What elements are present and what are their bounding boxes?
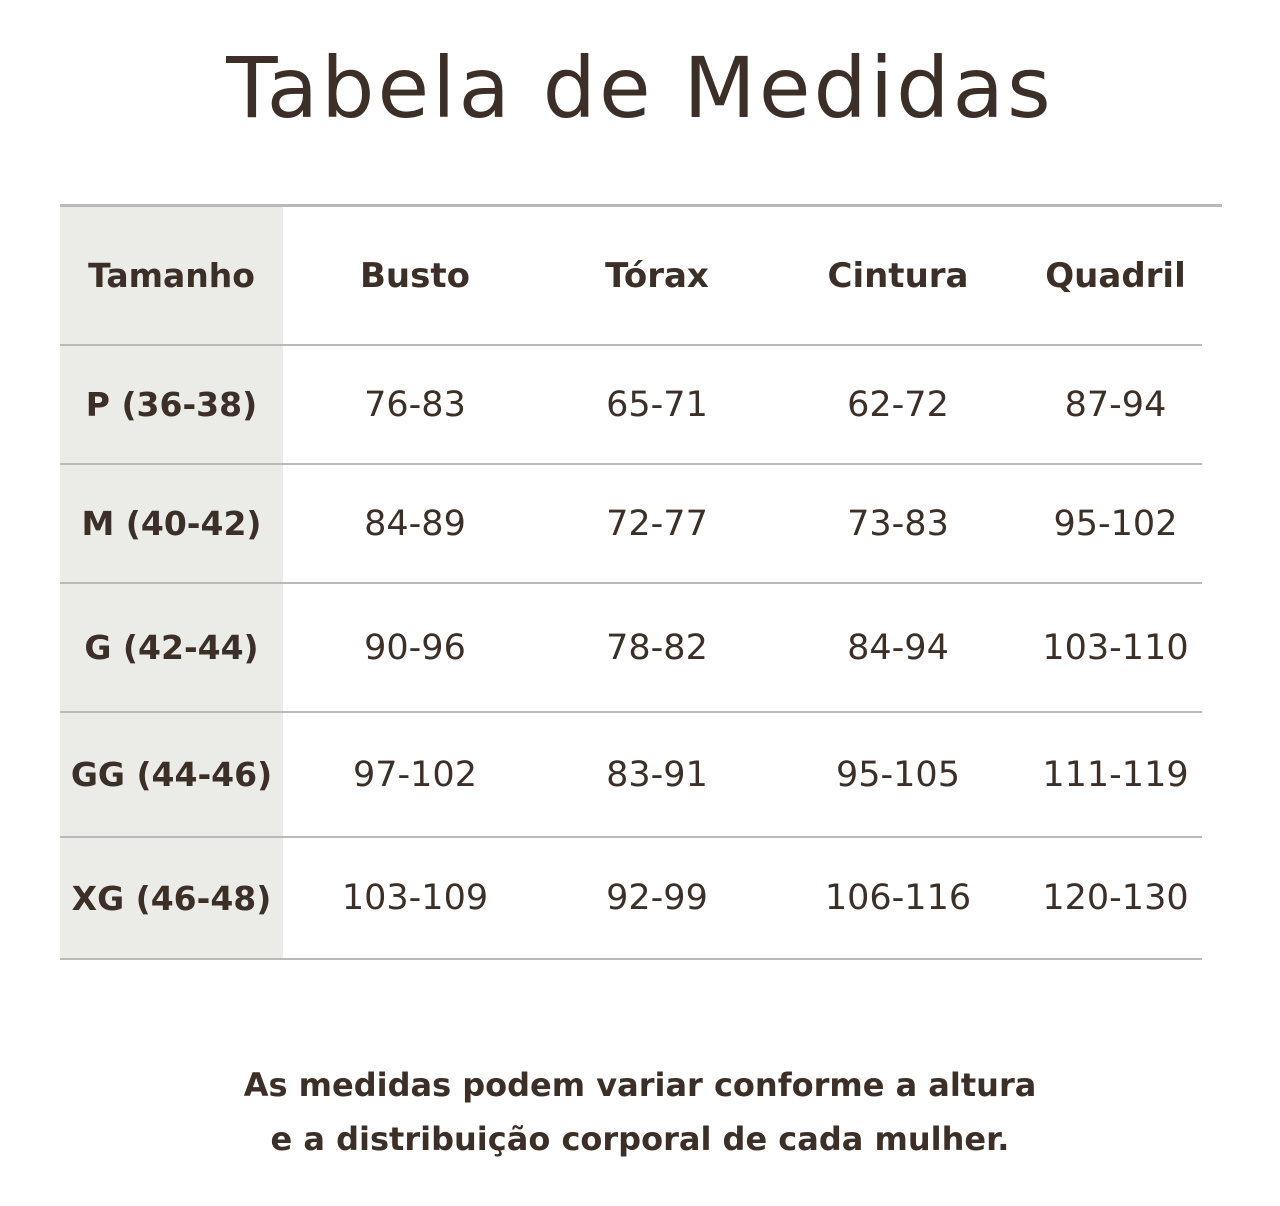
busto-value: 84-89 [283, 464, 547, 583]
table-row [60, 583, 1222, 712]
quadril-value: 111-119 [1029, 712, 1202, 837]
table-edge-spacer [1202, 837, 1222, 959]
torax-value: 83-91 [547, 712, 767, 837]
table-row [60, 712, 1222, 837]
torax-value: 65-71 [547, 345, 767, 464]
quadril-value: 120-130 [1029, 837, 1202, 959]
header-busto: Busto [283, 206, 547, 345]
cintura-value: 106-116 [767, 837, 1029, 959]
size-label: M (40-42) [60, 464, 283, 583]
header-quadril: Quadril [1029, 206, 1202, 345]
table-row [60, 464, 1222, 583]
size-label: G (42-44) [60, 583, 283, 712]
busto-value: 97-102 [283, 712, 547, 837]
table-row [60, 345, 1222, 464]
measurement-disclaimer [0, 1058, 1280, 1166]
header-cintura: Cintura [767, 206, 1029, 345]
table-edge-spacer [1202, 583, 1222, 712]
size-label: GG (44-46) [60, 712, 283, 837]
table-edge-spacer [1202, 206, 1222, 345]
quadril-value: 95-102 [1029, 464, 1202, 583]
table-edge-spacer [1202, 712, 1222, 837]
quadril-value: 87-94 [1029, 345, 1202, 464]
torax-value: 78-82 [547, 583, 767, 712]
quadril-value: 103-110 [1029, 583, 1202, 712]
table-header-row [60, 206, 1222, 345]
cintura-value: 95-105 [767, 712, 1029, 837]
table-edge-spacer [1202, 345, 1222, 464]
size-chart-table [60, 205, 1222, 960]
size-label: XG (46-48) [60, 837, 283, 959]
busto-value: 76-83 [283, 345, 547, 464]
cintura-value: 73-83 [767, 464, 1029, 583]
busto-value: 103-109 [283, 837, 547, 959]
size-label: P (36-38) [60, 345, 283, 464]
table-edge-spacer [1202, 464, 1222, 583]
table-row [60, 837, 1222, 959]
header-torax: Tórax [547, 206, 767, 345]
torax-value: 72-77 [547, 464, 767, 583]
header-tamanho: Tamanho [60, 206, 283, 345]
disclaimer-line-2: e a distribuição corporal de cada mulher. [270, 1120, 1010, 1158]
disclaimer-line-1: As medidas podem variar conforme a altura [243, 1066, 1037, 1104]
cintura-value: 62-72 [767, 345, 1029, 464]
page-title: Tabela de Medidas [226, 39, 1054, 137]
torax-value: 92-99 [547, 837, 767, 959]
busto-value: 90-96 [283, 583, 547, 712]
cintura-value: 84-94 [767, 583, 1029, 712]
